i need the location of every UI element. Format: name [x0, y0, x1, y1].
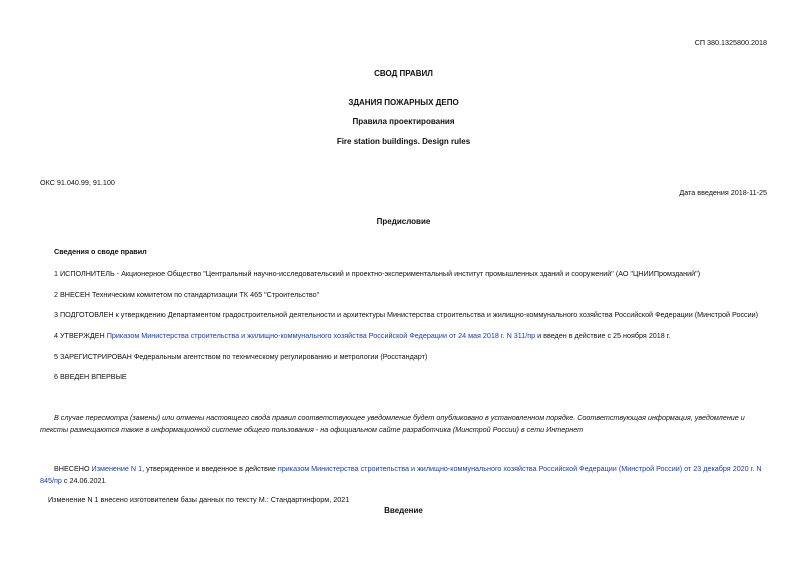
introduction-heading: Введение: [384, 506, 423, 515]
document-name: ЗДАНИЯ ПОЖАРНЫХ ДЕПО: [348, 98, 459, 107]
amendment-suffix: с 24.06.2021: [61, 476, 106, 485]
preface-item-2: 2 ВНЕСЕН Техническим комитетом по стандартизации ТК 465 "Строительство": [54, 290, 320, 299]
document-type-title: СВОД ПРАВИЛ: [374, 69, 433, 78]
preface-item-4-prefix: 4 УТВЕРЖДЕН: [54, 331, 107, 340]
revision-notice: В случае пересмотра (замены) или отмены настоящего свода правил соответствующее уведомление будет опубликовано в установленном порядке. Соответствующая информация, уведомление и тексты размещаются также в информационной системе общего пользования - на официальном сайте разработчика (Минстрой России) в сети Интернет: [40, 413, 745, 434]
approval-order-link[interactable]: Приказом Министерства строительства и жилищно-коммунального хозяйства Российской Федерации от 24 мая 2018 г. N 311/пр: [106, 331, 536, 340]
document-subtitle-ru: Правила проектирования: [352, 117, 455, 126]
amendment-paragraph: [40, 463, 770, 487]
amendment-order-link[interactable]: приказом Министерства строительства и жилищно-коммунального хозяйства Российской Федерации (Минстрой России) от 23 декабря 2020 г. N 845/пр: [40, 464, 762, 485]
rules-info-heading: Сведения о своде правил: [54, 247, 147, 256]
amendment-1-link[interactable]: Изменение N 1: [91, 464, 143, 473]
oks-code: ОКС 91.040.99, 91.100: [40, 178, 115, 187]
document-subtitle-en: Fire station buildings. Design rules: [336, 137, 471, 146]
preface-item-4: [54, 331, 671, 340]
preface-item-6: 6 ВВЕДЕН ВПЕРВЫЕ: [54, 372, 127, 381]
amendment-note: Изменение N 1 внесено изготовителем базы данных по тексту М.: Стандартинформ, 2021: [48, 495, 350, 504]
preface-item-4-suffix: и введен в действие с 25 ноября 2018 г.: [535, 331, 671, 340]
effective-date: Дата введения 2018-11-25: [679, 188, 767, 197]
preface-item-1: 1 ИСПОЛНИТЕЛЬ - Акционерное Общество "Центральный научно-исследовательский и проектно-экспериментальный институт промышленных зданий и сооружений" (АО "ЦНИИПромзданий"): [54, 269, 701, 278]
preface-item-5: 5 ЗАРЕГИСТРИРОВАН Федеральным агентством по техническому регулированию и метрологии (Росстандарт): [54, 352, 428, 361]
preface-heading: Предисловие: [376, 217, 431, 226]
amendment-mid: , утвержденное и введенное в действие: [142, 464, 278, 473]
amendment-prefix: ВНЕСЕНО: [54, 464, 92, 473]
document-code: СП 380.1325800.2018: [694, 38, 767, 47]
preface-item-3: 3 ПОДГОТОВЛЕН к утверждению Департаментом градостроительной деятельности и архитектуры Министерства строительства и жилищно-коммунального хозяйства Российской Федерации (Минстрой России): [54, 310, 759, 319]
